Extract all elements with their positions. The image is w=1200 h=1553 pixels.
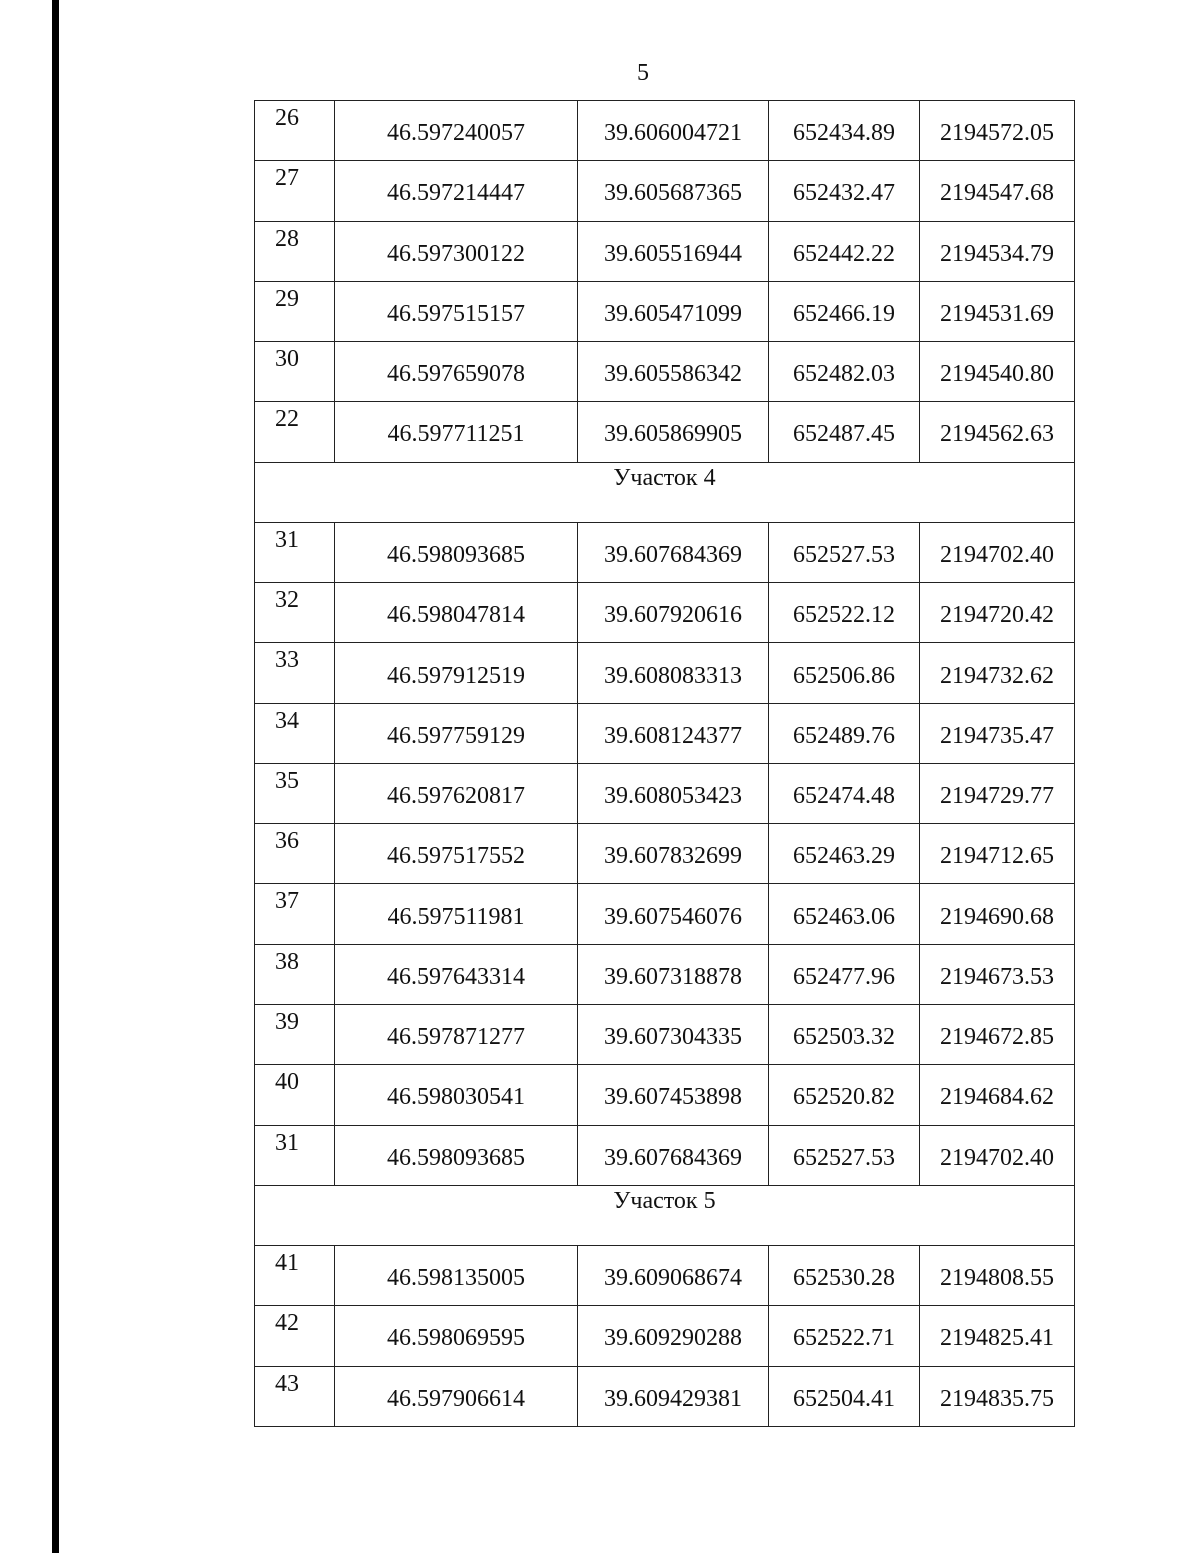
longitude-cell: 39.606004721 <box>578 101 769 161</box>
point-number-cell: 40 <box>255 1065 335 1125</box>
coordinates-table-body <box>255 101 1075 1427</box>
longitude-cell: 39.609290288 <box>578 1306 769 1366</box>
x-coordinate-cell: 652487.45 <box>769 402 920 462</box>
table-row <box>255 402 1075 462</box>
latitude-cell: 46.597300122 <box>335 221 578 281</box>
point-number-cell: 27 <box>255 161 335 221</box>
table-row <box>255 1004 1075 1064</box>
latitude-cell: 46.597214447 <box>335 161 578 221</box>
section-heading: Участок 4 <box>255 462 1075 522</box>
x-coordinate-cell: 652527.53 <box>769 1125 920 1185</box>
x-coordinate-cell: 652474.48 <box>769 763 920 823</box>
longitude-cell: 39.605516944 <box>578 221 769 281</box>
table-row <box>255 101 1075 161</box>
table-row <box>255 522 1075 582</box>
latitude-cell: 46.597511981 <box>335 884 578 944</box>
latitude-cell: 46.597759129 <box>335 703 578 763</box>
point-number-cell: 28 <box>255 221 335 281</box>
x-coordinate-cell: 652442.22 <box>769 221 920 281</box>
longitude-cell: 39.607832699 <box>578 824 769 884</box>
longitude-cell: 39.605586342 <box>578 342 769 402</box>
point-number-cell: 32 <box>255 583 335 643</box>
table-row <box>255 703 1075 763</box>
latitude-cell: 46.598030541 <box>335 1065 578 1125</box>
y-coordinate-cell: 2194835.75 <box>920 1366 1075 1426</box>
longitude-cell: 39.605687365 <box>578 161 769 221</box>
x-coordinate-cell: 652434.89 <box>769 101 920 161</box>
latitude-cell: 46.597643314 <box>335 944 578 1004</box>
page-number: 5 <box>637 60 649 86</box>
x-coordinate-cell: 652463.06 <box>769 884 920 944</box>
latitude-cell: 46.597659078 <box>335 342 578 402</box>
section-heading: Участок 5 <box>255 1185 1075 1245</box>
latitude-cell: 46.597906614 <box>335 1366 578 1426</box>
longitude-cell: 39.607684369 <box>578 522 769 582</box>
y-coordinate-cell: 2194735.47 <box>920 703 1075 763</box>
longitude-cell: 39.609429381 <box>578 1366 769 1426</box>
y-coordinate-cell: 2194540.80 <box>920 342 1075 402</box>
longitude-cell: 39.608053423 <box>578 763 769 823</box>
table-row <box>255 763 1075 823</box>
latitude-cell: 46.597871277 <box>335 1004 578 1064</box>
x-coordinate-cell: 652504.41 <box>769 1366 920 1426</box>
point-number-cell: 34 <box>255 703 335 763</box>
y-coordinate-cell: 2194534.79 <box>920 221 1075 281</box>
x-coordinate-cell: 652530.28 <box>769 1246 920 1306</box>
longitude-cell: 39.609068674 <box>578 1246 769 1306</box>
longitude-cell: 39.605471099 <box>578 281 769 341</box>
y-coordinate-cell: 2194732.62 <box>920 643 1075 703</box>
y-coordinate-cell: 2194547.68 <box>920 161 1075 221</box>
section-row <box>255 1185 1075 1245</box>
y-coordinate-cell: 2194729.77 <box>920 763 1075 823</box>
y-coordinate-cell: 2194808.55 <box>920 1246 1075 1306</box>
longitude-cell: 39.608124377 <box>578 703 769 763</box>
y-coordinate-cell: 2194702.40 <box>920 1125 1075 1185</box>
point-number-cell: 36 <box>255 824 335 884</box>
y-coordinate-cell: 2194562.63 <box>920 402 1075 462</box>
table-row <box>255 1125 1075 1185</box>
point-number-cell: 22 <box>255 402 335 462</box>
point-number-cell: 31 <box>255 522 335 582</box>
coordinates-table <box>254 100 1075 1427</box>
y-coordinate-cell: 2194712.65 <box>920 824 1075 884</box>
x-coordinate-cell: 652520.82 <box>769 1065 920 1125</box>
x-coordinate-cell: 652489.76 <box>769 703 920 763</box>
y-coordinate-cell: 2194684.62 <box>920 1065 1075 1125</box>
table-row <box>255 1306 1075 1366</box>
latitude-cell: 46.597711251 <box>335 402 578 462</box>
latitude-cell: 46.598047814 <box>335 583 578 643</box>
longitude-cell: 39.607684369 <box>578 1125 769 1185</box>
point-number-cell: 35 <box>255 763 335 823</box>
table-row <box>255 161 1075 221</box>
latitude-cell: 46.597240057 <box>335 101 578 161</box>
table-row <box>255 643 1075 703</box>
table-row <box>255 824 1075 884</box>
table-row <box>255 281 1075 341</box>
y-coordinate-cell: 2194720.42 <box>920 583 1075 643</box>
x-coordinate-cell: 652522.12 <box>769 583 920 643</box>
point-number-cell: 31 <box>255 1125 335 1185</box>
point-number-cell: 29 <box>255 281 335 341</box>
x-coordinate-cell: 652466.19 <box>769 281 920 341</box>
table-row <box>255 221 1075 281</box>
table-row <box>255 884 1075 944</box>
point-number-cell: 26 <box>255 101 335 161</box>
latitude-cell: 46.597620817 <box>335 763 578 823</box>
x-coordinate-cell: 652522.71 <box>769 1306 920 1366</box>
point-number-cell: 41 <box>255 1246 335 1306</box>
longitude-cell: 39.607318878 <box>578 944 769 1004</box>
latitude-cell: 46.598093685 <box>335 1125 578 1185</box>
y-coordinate-cell: 2194672.85 <box>920 1004 1075 1064</box>
point-number-cell: 42 <box>255 1306 335 1366</box>
latitude-cell: 46.597517552 <box>335 824 578 884</box>
y-coordinate-cell: 2194825.41 <box>920 1306 1075 1366</box>
longitude-cell: 39.607453898 <box>578 1065 769 1125</box>
table-row <box>255 1246 1075 1306</box>
longitude-cell: 39.607304335 <box>578 1004 769 1064</box>
latitude-cell: 46.597912519 <box>335 643 578 703</box>
x-coordinate-cell: 652477.96 <box>769 944 920 1004</box>
longitude-cell: 39.607546076 <box>578 884 769 944</box>
table-row <box>255 1065 1075 1125</box>
x-coordinate-cell: 652432.47 <box>769 161 920 221</box>
point-number-cell: 38 <box>255 944 335 1004</box>
y-coordinate-cell: 2194572.05 <box>920 101 1075 161</box>
latitude-cell: 46.597515157 <box>335 281 578 341</box>
y-coordinate-cell: 2194702.40 <box>920 522 1075 582</box>
table-row <box>255 342 1075 402</box>
longitude-cell: 39.607920616 <box>578 583 769 643</box>
latitude-cell: 46.598069595 <box>335 1306 578 1366</box>
y-coordinate-cell: 2194690.68 <box>920 884 1075 944</box>
longitude-cell: 39.608083313 <box>578 643 769 703</box>
scan-edge-bar <box>52 0 59 1553</box>
point-number-cell: 37 <box>255 884 335 944</box>
y-coordinate-cell: 2194673.53 <box>920 944 1075 1004</box>
x-coordinate-cell: 652482.03 <box>769 342 920 402</box>
latitude-cell: 46.598135005 <box>335 1246 578 1306</box>
x-coordinate-cell: 652503.32 <box>769 1004 920 1064</box>
latitude-cell: 46.598093685 <box>335 522 578 582</box>
point-number-cell: 33 <box>255 643 335 703</box>
table-row <box>255 944 1075 1004</box>
x-coordinate-cell: 652506.86 <box>769 643 920 703</box>
point-number-cell: 43 <box>255 1366 335 1426</box>
x-coordinate-cell: 652527.53 <box>769 522 920 582</box>
longitude-cell: 39.605869905 <box>578 402 769 462</box>
y-coordinate-cell: 2194531.69 <box>920 281 1075 341</box>
table-row <box>255 583 1075 643</box>
point-number-cell: 30 <box>255 342 335 402</box>
section-row <box>255 462 1075 522</box>
table-row <box>255 1366 1075 1426</box>
point-number-cell: 39 <box>255 1004 335 1064</box>
x-coordinate-cell: 652463.29 <box>769 824 920 884</box>
